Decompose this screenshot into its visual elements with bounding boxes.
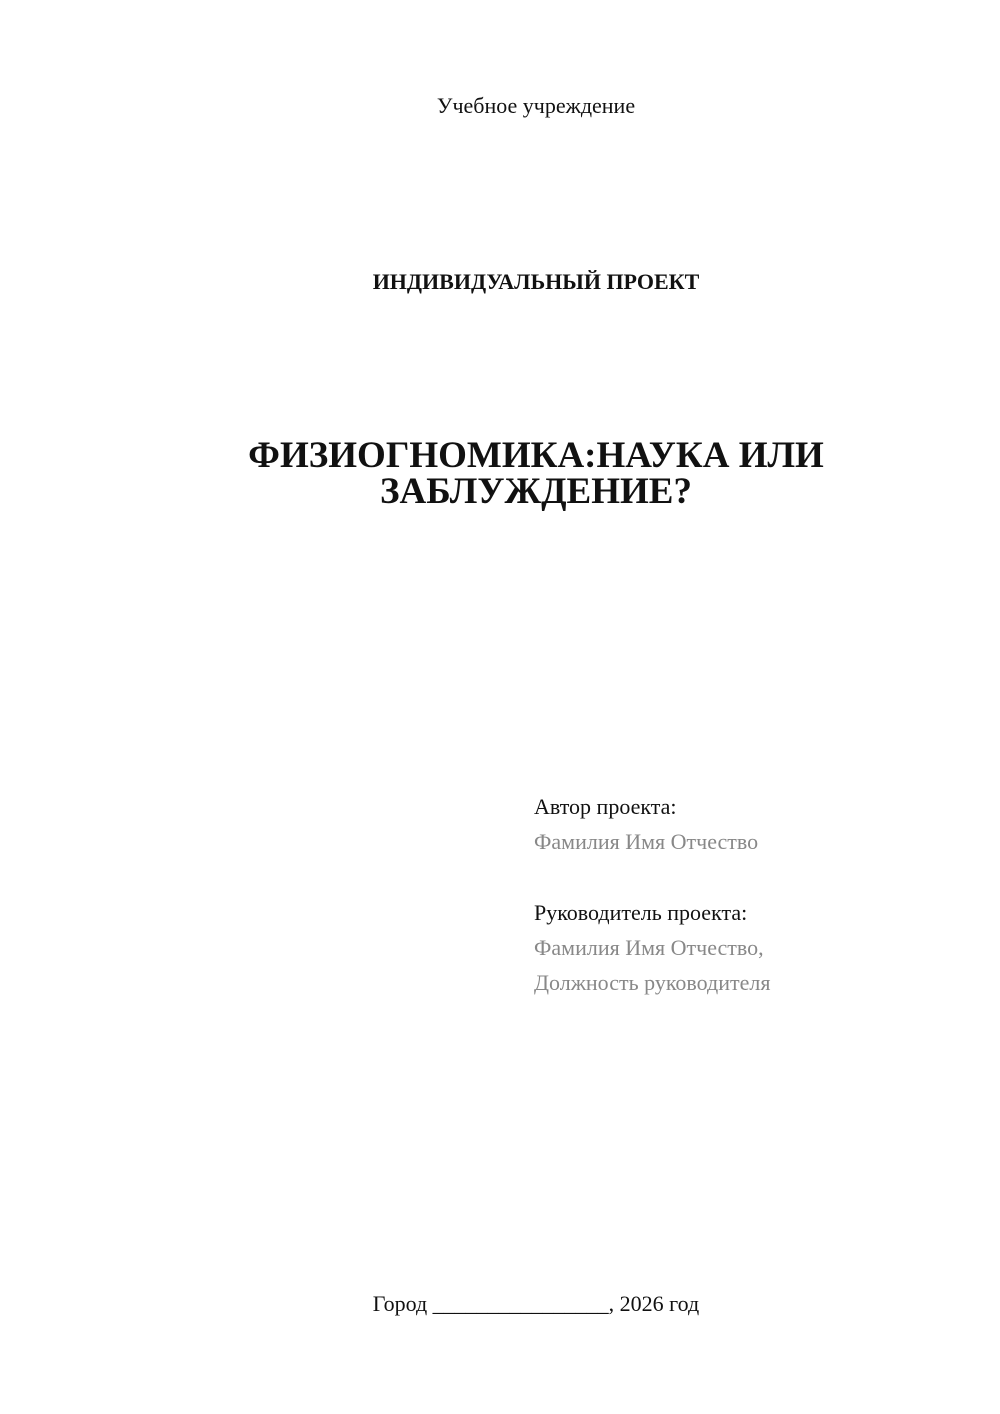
credits-block <box>534 789 974 1000</box>
document-type: ИНДИВИДУАЛЬНЫЙ ПРОЕКТ <box>372 269 700 294</box>
project-title <box>200 435 872 512</box>
project-title-line-2: ЗАБЛУЖДЕНИЕ? <box>380 471 692 512</box>
author-label: Автор проекта: <box>534 794 677 819</box>
project-title-line-1: ФИЗИОГНОМИКА:НАУКА ИЛИ <box>248 435 824 476</box>
supervisor-position: Должность руководителя <box>534 970 771 995</box>
credits-spacer <box>534 859 974 895</box>
author-name: Фамилия Имя Отчество <box>534 829 759 854</box>
supervisor-label: Руководитель проекта: <box>534 900 748 925</box>
supervisor-name: Фамилия Имя Отчество, <box>534 935 764 960</box>
city-year-footer: Город ________________, 2026 год <box>372 1291 700 1316</box>
institution-name: Учебное учреждение <box>436 93 636 118</box>
